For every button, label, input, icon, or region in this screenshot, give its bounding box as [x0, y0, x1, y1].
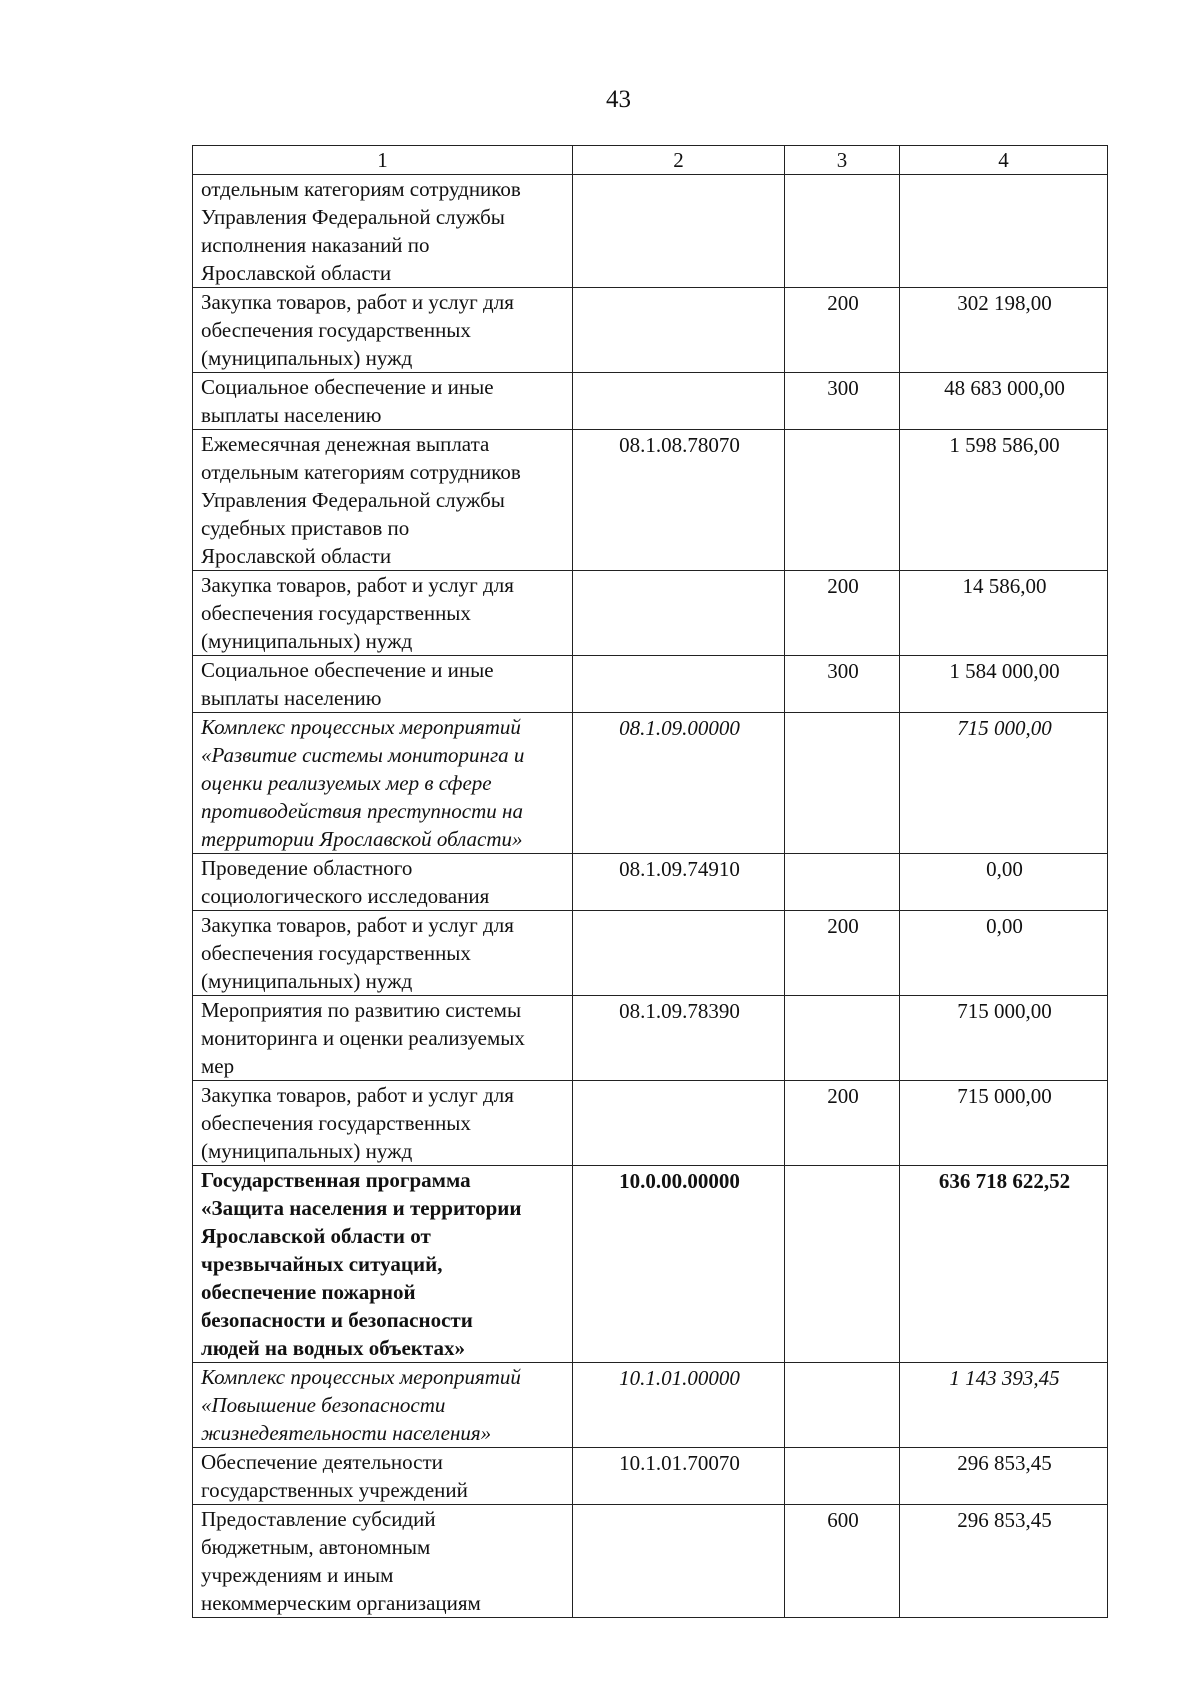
row-name-cell: Государственная программа «Защита населения и территории Ярославской области от чрезвычайных ситуаций, обеспечение пожарной безопасности и безопасности людей на водных объектах»	[193, 1166, 573, 1363]
row-code-cell	[573, 571, 785, 656]
table-row	[193, 854, 1108, 911]
table-row	[193, 373, 1108, 430]
row-code-cell: 10.0.00.00000	[573, 1166, 785, 1363]
row-type-cell	[785, 430, 900, 571]
table-row	[193, 713, 1108, 854]
row-type-cell	[785, 1166, 900, 1363]
row-code-cell	[573, 1081, 785, 1166]
row-name-cell: Закупка товаров, работ и услуг для обеспечения государственных (муниципальных) нужд	[193, 911, 573, 996]
row-name-cell: Закупка товаров, работ и услуг для обеспечения государственных (муниципальных) нужд	[193, 571, 573, 656]
row-amount-cell: 1 143 393,45	[900, 1363, 1108, 1448]
table-row	[193, 1081, 1108, 1166]
column-header-3: 3	[785, 146, 900, 175]
budget-table	[192, 145, 1108, 1618]
row-code-cell: 08.1.09.74910	[573, 854, 785, 911]
row-code-cell: 10.1.01.70070	[573, 1448, 785, 1505]
row-code-cell: 08.1.09.78390	[573, 996, 785, 1081]
row-amount-cell: 715 000,00	[900, 713, 1108, 854]
column-header-4: 4	[900, 146, 1108, 175]
table-row	[193, 1505, 1108, 1618]
row-type-cell: 200	[785, 571, 900, 656]
row-name-cell: Ежемесячная денежная выплата отдельным категориям сотрудников Управления Федеральной службы судебных приставов по Ярославской области	[193, 430, 573, 571]
row-code-cell	[573, 175, 785, 288]
row-amount-cell: 0,00	[900, 854, 1108, 911]
row-code-cell	[573, 911, 785, 996]
row-type-cell	[785, 1448, 900, 1505]
row-type-cell: 300	[785, 656, 900, 713]
table-row	[193, 996, 1108, 1081]
row-code-cell	[573, 288, 785, 373]
row-type-cell	[785, 1363, 900, 1448]
row-amount-cell	[900, 175, 1108, 288]
table-row	[193, 911, 1108, 996]
row-type-cell	[785, 175, 900, 288]
table-row	[193, 1363, 1108, 1448]
row-name-cell: отдельным категориям сотрудников Управления Федеральной службы исполнения наказаний по Ярославской области	[193, 175, 573, 288]
row-name-cell: Социальное обеспечение и иные выплаты населению	[193, 656, 573, 713]
row-type-cell: 200	[785, 1081, 900, 1166]
row-amount-cell: 1 598 586,00	[900, 430, 1108, 571]
row-amount-cell: 296 853,45	[900, 1448, 1108, 1505]
row-code-cell: 08.1.09.00000	[573, 713, 785, 854]
column-header-2: 2	[573, 146, 785, 175]
page-number: 43	[606, 86, 631, 113]
column-header-1: 1	[193, 146, 573, 175]
table-row	[193, 1448, 1108, 1505]
row-amount-cell: 715 000,00	[900, 1081, 1108, 1166]
row-amount-cell: 636 718 622,52	[900, 1166, 1108, 1363]
row-amount-cell: 302 198,00	[900, 288, 1108, 373]
row-name-cell: Комплекс процессных мероприятий «Развитие системы мониторинга и оценки реализуемых мер в сфере противодействия преступности на территории Ярославской области»	[193, 713, 573, 854]
table-row	[193, 430, 1108, 571]
row-amount-cell: 0,00	[900, 911, 1108, 996]
row-amount-cell: 48 683 000,00	[900, 373, 1108, 430]
row-amount-cell: 1 584 000,00	[900, 656, 1108, 713]
row-type-cell: 600	[785, 1505, 900, 1618]
table-row	[193, 1166, 1108, 1363]
header-row	[193, 146, 1108, 175]
row-type-cell: 200	[785, 911, 900, 996]
table-row	[193, 175, 1108, 288]
row-name-cell: Предоставление субсидий бюджетным, автономным учреждениям и иным некоммерческим организациям	[193, 1505, 573, 1618]
row-name-cell: Закупка товаров, работ и услуг для обеспечения государственных (муниципальных) нужд	[193, 1081, 573, 1166]
row-name-cell: Закупка товаров, работ и услуг для обеспечения государственных (муниципальных) нужд	[193, 288, 573, 373]
row-amount-cell: 296 853,45	[900, 1505, 1108, 1618]
table-row	[193, 656, 1108, 713]
table-row	[193, 571, 1108, 656]
row-code-cell	[573, 656, 785, 713]
row-name-cell: Социальное обеспечение и иные выплаты населению	[193, 373, 573, 430]
table-body	[193, 175, 1108, 1618]
table-row	[193, 288, 1108, 373]
row-amount-cell: 715 000,00	[900, 996, 1108, 1081]
row-type-cell	[785, 713, 900, 854]
row-name-cell: Обеспечение деятельности государственных учреждений	[193, 1448, 573, 1505]
row-type-cell	[785, 854, 900, 911]
row-amount-cell: 14 586,00	[900, 571, 1108, 656]
row-code-cell: 10.1.01.00000	[573, 1363, 785, 1448]
row-code-cell	[573, 1505, 785, 1618]
row-type-cell	[785, 996, 900, 1081]
row-code-cell: 08.1.08.78070	[573, 430, 785, 571]
row-code-cell	[573, 373, 785, 430]
row-type-cell: 200	[785, 288, 900, 373]
row-type-cell: 300	[785, 373, 900, 430]
row-name-cell: Проведение областного социологического исследования	[193, 854, 573, 911]
row-name-cell: Мероприятия по развитию системы мониторинга и оценки реализуемых мер	[193, 996, 573, 1081]
row-name-cell: Комплекс процессных мероприятий «Повышение безопасности жизнедеятельности населения»	[193, 1363, 573, 1448]
